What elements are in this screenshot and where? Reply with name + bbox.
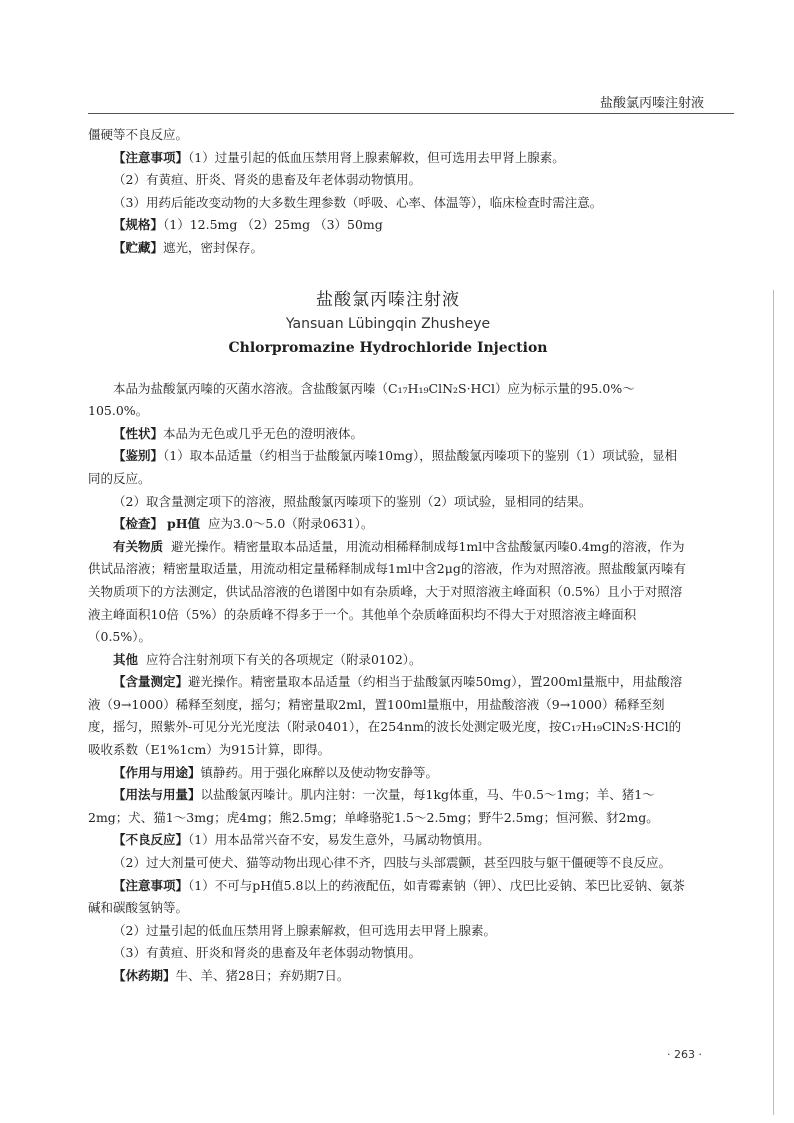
header-rule <box>88 113 734 114</box>
other-label: 其他 <box>113 651 139 667</box>
properties-text: 本品为无色或几乎无色的澄明液体。 <box>163 425 364 441</box>
adverse-label: 【不良反应】 <box>113 832 189 848</box>
caution-paragraph-2: （2）过量引起的低血压禁用肾上腺素解救，但可选用去甲肾上腺素。 <box>113 922 496 938</box>
continuation-storage <box>88 237 688 260</box>
identification-label: 【鉴别】 <box>113 448 164 464</box>
continuation-spec <box>88 214 688 237</box>
caution-section-label: 【注意事项】 <box>113 877 189 893</box>
adverse-text: （1）用本品常兴奋不安，易发生意外，马属动物慎用。 <box>188 832 490 848</box>
section-pinyin: Yansuan Lübingqin Zhusheye <box>285 315 491 332</box>
adverse-paragraph <box>88 829 688 852</box>
continuation-line: 僵硬等不良反应。 <box>88 127 189 142</box>
related-text: 避光操作。精密量取本品适量，用流动相稀释制成每1ml中含盐酸氯丙嗪0.4mg的溶液，作为供试品溶液；精密量取适量，用流动相定量稀释制成每1ml中含2μg的溶液，作为对照溶液。照盐酸氯丙嗪有关物质项下的方法测定，供试品溶液的色谱图中如有杂质峰，大于对照溶液主峰面积（0.5%）且小于对照溶液主峰面积10倍（5%）的杂质峰不得多于一个。其他单个杂质峰面积均不得大于对照溶液主峰面积（0.5%）。 <box>88 538 686 645</box>
properties-label: 【性状】 <box>113 425 164 441</box>
spec-text: （1）12.5mg （2）25mg （3）50mg <box>163 217 383 233</box>
storage-text: 遮光，密封保存。 <box>163 239 264 255</box>
intro-paragraph: 本品为盐酸氯丙嗪的灭菌水溶液。含盐酸氯丙嗪（C₁₇H₁₉ClN₂S·HCl）应为标示量的95.0%～105.0%。 <box>88 380 635 419</box>
storage-label: 【贮藏】 <box>113 239 164 255</box>
section-title: 盐酸氯丙嗪注射液 <box>316 289 460 310</box>
page-number: · 263 · <box>667 1048 702 1061</box>
continuation-caution <box>88 147 688 170</box>
adverse-paragraph-2: （2）过大剂量可使犬、猫等动物出现心律不齐，四肢与头部震颤，甚至四肢与躯干僵硬等不良反应。 <box>113 855 671 871</box>
continuation-caution-3: （3）用药后能改变动物的大多数生理参数（呼吸、心率、体温等），临床检查时需注意。 <box>113 194 603 210</box>
action-paragraph <box>88 762 688 785</box>
inspection-paragraph <box>88 513 688 536</box>
other-paragraph <box>88 649 688 672</box>
section-english-title: Chlorpromazine Hydrochloride Injection <box>228 339 548 356</box>
caution-paragraph <box>88 875 688 920</box>
continuation-caution-2: （2）有黄疸、肝炎、肾炎的患畜及年老体弱动物慎用。 <box>113 172 421 188</box>
identification-paragraph-2: （2）取含量测定项下的溶液，照盐酸氯丙嗪项下的鉴别（2）项试验，显相同的结果。 <box>113 493 592 509</box>
running-header-title: 盐酸氯丙嗪注射液 <box>599 96 704 111</box>
action-text: 镇静药。用于强化麻醉以及使动物安静等。 <box>200 764 439 780</box>
assay-text: 避光操作。精密量取本品适量（约相当于盐酸氯丙嗪50mg），置200ml量瓶中，用盐酸溶液（9→1000）稀释至刻度，摇匀；精密量取2ml，置100ml量瓶中，用盐酸溶液（9→1000）稀释至刻度，摇匀，照紫外-可见分光光度法（附录0401），在254nm的波长处测定吸光度，按C₁₇H₁₉ClN₂S·HCl的吸收系数（E1%1cm）为915计算，即得。 <box>88 674 683 758</box>
related-substances-paragraph <box>88 536 688 649</box>
page-edge-line <box>773 290 774 1115</box>
withdrawal-paragraph <box>88 965 688 988</box>
dosage-text: 以盐酸氯丙嗪计。肌内注射：一次量，每1kg体重，马、牛0.5～1mg；羊、猪1～2mg；犬、猫1～3mg；虎4mg；熊2.5mg；单峰骆驼1.5～2.5mg；野牛2.5mg；恒河猴、豺2mg。 <box>88 787 659 825</box>
withdrawal-text: 牛、羊、猪28日；弃奶期7日。 <box>175 968 350 983</box>
action-label: 【作用与用途】 <box>113 764 201 780</box>
page-content <box>88 124 688 988</box>
withdrawal-label: 【休药期】 <box>113 968 176 983</box>
assay-label: 【含量测定】 <box>113 674 189 690</box>
caution-label: 【注意事项】 <box>113 149 189 165</box>
ph-text: 应为3.0～5.0（附录0631）。 <box>208 516 374 532</box>
related-label: 有关物质 <box>113 538 164 554</box>
caution-paragraph-3: （3）有黄疸、肝炎和肾炎的患畜及年老体弱动物慎用。 <box>113 945 421 961</box>
caution-text: （1）过量引起的低血压禁用肾上腺素解救，但可选用去甲肾上腺素。 <box>188 149 565 165</box>
properties-paragraph <box>88 423 688 446</box>
assay-paragraph <box>88 671 688 761</box>
caution-section-text: （1）不可与pH值5.8以上的药液配伍，如青霉素钠（钾）、戊巴比妥钠、苯巴比妥钠、氨茶碱和碳酸氢钠等。 <box>88 877 685 916</box>
dosage-label: 【用法与用量】 <box>113 787 201 803</box>
ph-label: pH值 <box>167 516 201 532</box>
identification-text: （1）取本品适量（约相当于盐酸氯丙嗪10mg），照盐酸氯丙嗪项下的鉴别（1）项试验，显相同的反应。 <box>88 448 678 486</box>
dosage-paragraph <box>88 784 688 829</box>
inspection-label: 【检查】 <box>113 516 164 532</box>
identification-paragraph <box>88 445 688 490</box>
other-text: 应符合注射剂项下有关的各项规定（附录0102）。 <box>145 651 422 667</box>
spec-label: 【规格】 <box>113 217 164 233</box>
